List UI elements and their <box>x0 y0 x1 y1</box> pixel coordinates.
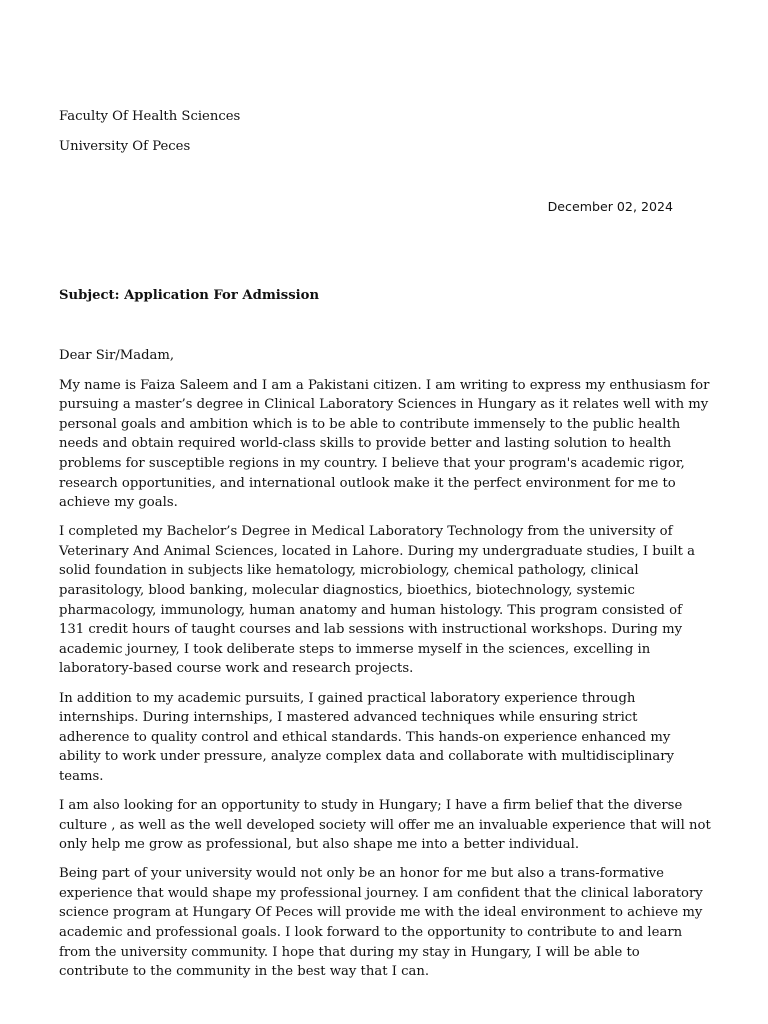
salutation: Dear Sir/Madam, <box>59 348 175 363</box>
paragraph-internships: In addition to my academic pursuits, I gained practical laboratory experience through internships. During internships, I mastered advanced techniques while ensuring strict adherence to quality control and ethical standards. This hands-on experience enhanced my ability to work under pressure, analyze complex data and collaborate with multidisciplinary teams. <box>59 690 674 784</box>
subject-line: Subject: Application For Admission <box>59 288 320 303</box>
paragraph-closing: Being part of your university would not only be an honor for me but also a trans-formative experience that would shape my professional journey. I am confident that the clinical laboratory science program at Hungary Of Peces will provide me with the ideal environment to achieve my academic and professional goals. I look forward to the opportunity to contribute to and learn from the university community. I hope that during my stay in Hungary, I will be able to contribute to the community in the best way that I can. <box>59 866 703 980</box>
paragraph-hungary: I am also looking for an opportunity to study in Hungary; I have a firm belief that the diverse culture , as well as the well developed society will offer me an invaluable experience that will not only help me grow as professional, but also shape me into a better individual. <box>59 797 711 853</box>
paragraph-education: I completed my Bachelor’s Degree in Medical Laboratory Technology from the university of Veterinary And Animal Sciences, located in Lahore. During my undergraduate studies, I built a solid foundation in subjects like hematology, microbiology, chemical pathology, clinical parasitology, blood banking, molecular diagnostics, bioethics, biotechnology, systemic pharmacology, immunology, human anatomy and human histology. This program consisted of 131 credit hours of taught courses and lab sessions with instructional workshops. During my academic journey, I took deliberate steps to immerse myself in the sciences, excelling in laboratory-based course work and research projects. <box>59 524 695 677</box>
recipient-university: University Of Peces <box>59 139 191 154</box>
recipient-faculty: Faculty Of Health Sciences <box>59 109 241 124</box>
letter-body <box>59 346 711 991</box>
paragraph-introduction: My name is Faiza Saleem and I am a Pakistani citizen. I am writing to express my enthusiasm for pursuing a master’s degree in Clinical Laboratory Sciences in Hungary as it relates well with my personal goals and ambition which is to be able to contribute immensely to the public health needs and obtain required world-class skills to provide better and lasting solution to health problems for susceptible regions in my country. I believe that your program's academic rigor, research opportunities, and international outlook make it the perfect environment for me to achieve my goals. <box>59 377 710 511</box>
letter-date: December 02, 2024 <box>547 199 673 214</box>
